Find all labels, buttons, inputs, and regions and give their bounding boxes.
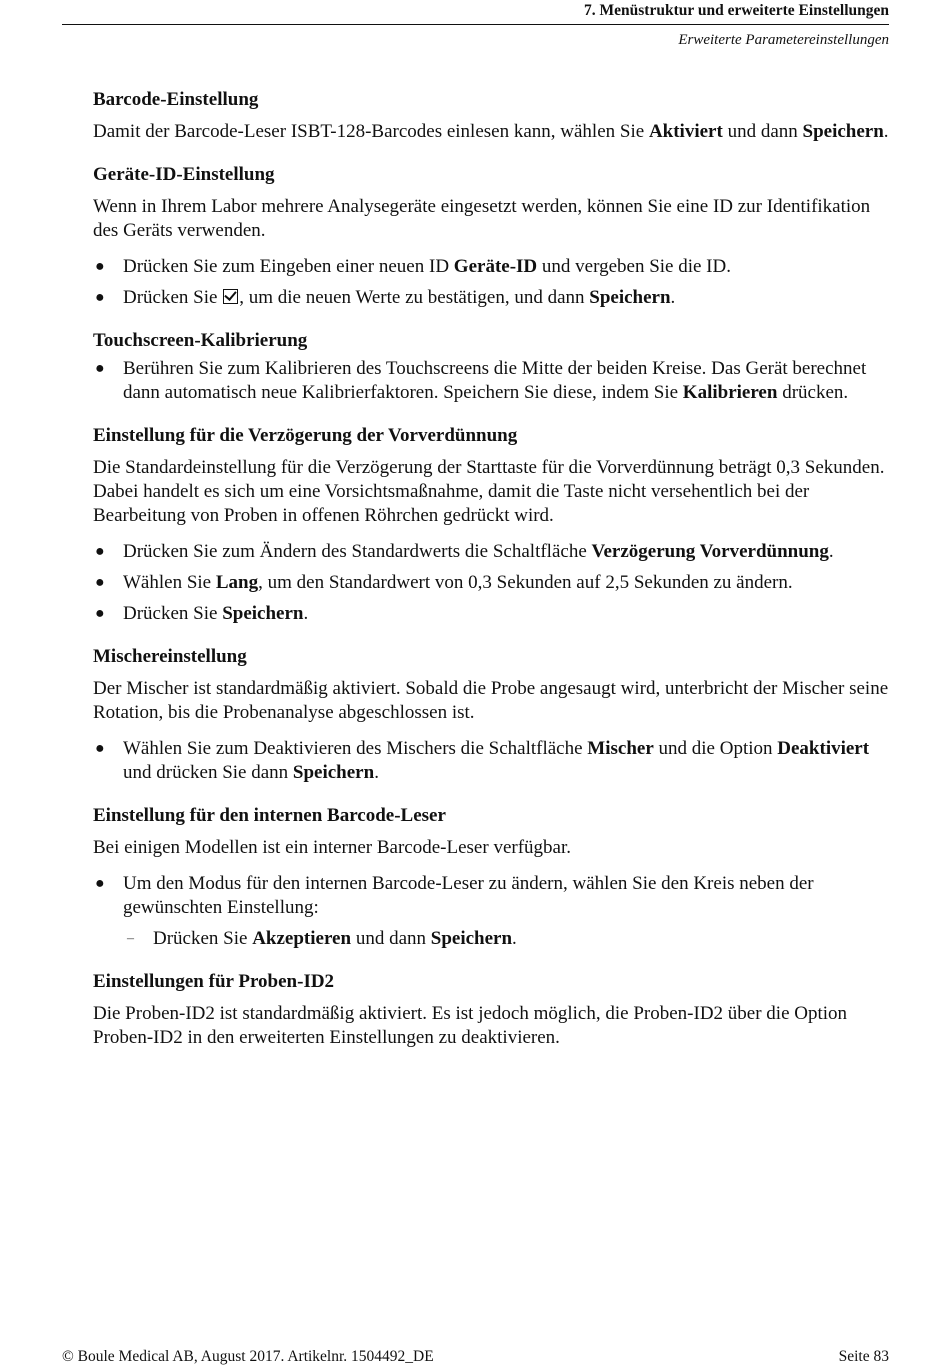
text: . <box>512 928 517 949</box>
bullet-icon: ● <box>95 740 105 757</box>
text: . <box>883 121 889 142</box>
bullet-icon: ● <box>95 543 105 560</box>
list-item <box>93 357 893 405</box>
bold-term: Verzögerung Vorverdünnung <box>591 541 829 562</box>
section-heading: Geräte-ID-Einstellung <box>93 164 275 185</box>
bold-term: Geräte-ID <box>453 256 538 277</box>
chapter-title: 7. Menüstruktur und erweiterte Einstellungen <box>584 2 889 19</box>
section-heading: Einstellungen für Proben-ID2 <box>93 971 335 992</box>
dash-icon: – <box>127 931 134 946</box>
bold-term: Akzeptieren <box>252 928 352 949</box>
text: drücken. <box>777 382 849 403</box>
bold-term: Speichern <box>802 121 884 142</box>
text: Berühren Sie zum Kalibrieren des Touchscreens die Mitte der beiden Kreise. Das Gerät berechnet dann automatisch neue Kalibrierfaktoren. Speichern Sie diese, indem Sie <box>123 358 867 403</box>
text: Damit der Barcode-Leser ISBT-128-Barcodes einlesen kann, wählen Sie <box>93 121 649 142</box>
bullet-list <box>93 357 893 405</box>
paragraph: Bei einigen Modellen ist ein interner Barcode-Leser verfügbar. <box>93 837 571 858</box>
list-item <box>93 540 893 564</box>
section-interner-barcode <box>93 804 893 951</box>
list-item <box>93 602 893 626</box>
bold-term: Lang <box>215 572 259 593</box>
list-item <box>93 571 893 595</box>
paragraph: Der Mischer ist standardmäßig aktiviert. Sobald die Probe angesaugt wird, unterbricht der Mischer seine Rotation, bis die Probenanalyse abgeschlossen ist. <box>93 678 889 723</box>
text: Drücken Sie zum Ändern des Standardwerts die Schaltfläche <box>123 541 592 562</box>
section-heading: Touchscreen-Kalibrierung <box>93 330 308 351</box>
text: . <box>374 762 379 783</box>
bold-term: Speichern <box>430 928 513 949</box>
section-heading: Mischereinstellung <box>93 646 247 667</box>
text: Drücken Sie zum Eingeben einer neuen ID <box>123 256 454 277</box>
bold-term: Mischer <box>587 738 654 759</box>
text: . <box>828 541 834 562</box>
bullet-icon: ● <box>95 258 105 275</box>
bold-term: Kalibrieren <box>682 382 778 403</box>
header-divider <box>62 24 889 25</box>
bullet-list <box>93 255 893 310</box>
text: und drücken Sie dann <box>123 762 293 783</box>
bold-term: Aktiviert <box>648 121 723 142</box>
page-content <box>93 88 893 1069</box>
text: Drücken Sie <box>153 928 253 949</box>
text: und dann <box>351 928 431 949</box>
text: Um den Modus für den internen Barcode-Leser zu ändern, wählen Sie den Kreis neben der gewünschten Einstellung: <box>123 873 814 918</box>
bullet-icon: ● <box>95 360 105 377</box>
text: Wählen Sie zum Deaktivieren des Mischers die Schaltfläche <box>123 738 588 759</box>
section-heading: Einstellung für den internen Barcode-Leser <box>93 805 446 826</box>
text: , um die neuen Werte zu bestätigen, und dann <box>239 287 590 308</box>
bullet-icon: ● <box>95 289 105 306</box>
bullet-list <box>93 872 893 951</box>
section-mischer <box>93 645 893 785</box>
section-barcode <box>93 88 893 144</box>
paragraph: Die Proben-ID2 ist standardmäßig aktiviert. Es ist jedoch möglich, die Proben-ID2 über die Option Proben-ID2 in den erweiterten Einstellungen zu deaktivieren. <box>93 1003 848 1048</box>
page-number: Seite 83 <box>838 1348 889 1365</box>
copyright-text: © Boule Medical AB, August 2017. Artikelnr. 1504492_DE <box>62 1348 434 1365</box>
list-item <box>93 255 893 279</box>
list-item <box>93 872 893 951</box>
section-heading: Barcode-Einstellung <box>93 89 259 110</box>
checkbox-checked-icon <box>223 289 238 304</box>
paragraph: Die Standardeinstellung für die Verzögerung der Starttaste für die Vorverdünnung beträgt 0,3 Sekunden. Dabei handelt es sich um eine Vorsichtsmaßnahme, damit die Taste nicht versehentlich bei der Bearbeitung von Proben in offenen Röhrchen gedrückt wird. <box>93 457 885 526</box>
text: Drücken Sie <box>123 287 223 308</box>
bullet-icon: ● <box>95 605 105 622</box>
section-subtitle: Erweiterte Parametereinstellungen <box>678 32 889 48</box>
section-heading: Einstellung für die Verzögerung der Vorverdünnung <box>93 425 518 446</box>
section-touchscreen <box>93 329 893 405</box>
text: Drücken Sie <box>123 603 223 624</box>
paragraph <box>93 120 893 144</box>
bold-term: Deaktiviert <box>777 738 870 759</box>
text: und die Option <box>653 738 778 759</box>
text: , um den Standardwert von 0,3 Sekunden auf 2,5 Sekunden zu ändern. <box>258 572 793 593</box>
text: Wählen Sie <box>123 572 216 593</box>
text: und dann <box>722 121 803 142</box>
bold-term: Speichern <box>589 287 671 308</box>
bullet-icon: ● <box>95 875 105 892</box>
section-geraete-id <box>93 163 893 310</box>
sub-list-item <box>123 927 893 951</box>
sub-list <box>123 927 893 951</box>
text: und vergeben Sie die ID. <box>537 256 731 277</box>
list-item <box>93 737 893 785</box>
bullet-list <box>93 737 893 785</box>
text: . <box>670 287 676 308</box>
section-proben-id2 <box>93 970 893 1050</box>
bold-term: Speichern <box>222 603 304 624</box>
text: . <box>303 603 309 624</box>
paragraph: Wenn in Ihrem Labor mehrere Analysegeräte eingesetzt werden, können Sie eine ID zur Identifikation des Geräts verwenden. <box>93 196 871 241</box>
bullet-list <box>93 540 893 626</box>
bold-term: Speichern <box>292 762 375 783</box>
bullet-icon: ● <box>95 574 105 591</box>
list-item <box>93 286 893 310</box>
section-vorverduennung <box>93 424 893 626</box>
